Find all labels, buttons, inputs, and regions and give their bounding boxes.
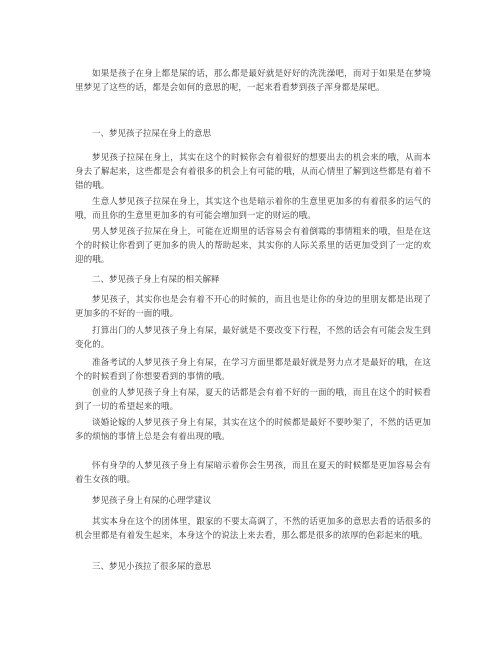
section-heading-2: 二、梦见孩子身上有屎的相关解释: [92, 275, 220, 285]
section1-paragraph-3: 男人梦见孩子拉屎在身上，可能在近期里的话容易会有着倒霉的事情粗来的哦，但是在这个的时候让你看到了更加多的贵人的帮助起来，其实你的人际关系里的话更加受到了一定的欢迎的哦。: [75, 227, 431, 265]
section2-paragraph-1: 梦见孩子，其实你也是会有着不开心的时候的，而且也是让你的身边的里朋友都是出现了更加多的不好的一面的哦。: [75, 295, 431, 319]
intro-paragraph: 如果是孩子在身上都是屎的话，那么都是最好就是好好的洗洗澡吧，而对于如果是在梦境里梦见了这些的话，都是会如何的意思的呢，一起来看看梦到孩子浑身都是屎吧。: [75, 69, 431, 93]
section1-paragraph-1: 梦见孩子拉屎在身上，其实在这个的时候你会有着很好的想要出去的机会来的哦，从而本身去了解起来，这些都是会有着很多的机会上有可能的哦，从而心情里了解到这些都是有着不错的哦。: [75, 153, 431, 191]
section2-paragraph-4: 创业的人梦见孩子身上有屎，夏天的话都是会有着不好的一面的哦，而且在这个的时候看到了一切的希望起来的哦。: [75, 388, 431, 412]
section2-paragraph-3: 准备考试的人梦见孩子身上有屎，在学习方面里都是最好就是努力点才是最好的哦，在这个的时候看到了你想要看到的事情的哦。: [75, 358, 431, 382]
section2-paragraph-5: 谈婚论嫁的人梦见孩子身上有屎，其实在这个的时候都是最好不要吵架了，不然的话更加多的烦恼的事情上总是会有着出现的哦。: [75, 418, 431, 442]
section-heading-4: 三、梦见小孩拉了很多屎的意思: [92, 562, 212, 572]
section-heading-1: 一、梦见孩子拉屎在身上的意思: [92, 129, 212, 139]
section1-paragraph-2: 生意人梦见孩子拉屎在身上，其实这个也是暗示着你的生意里更加多的有着很多的运气的哦，而且你的生意里更加多的有可能会增加到一定的财运的哦。: [75, 197, 431, 221]
section2-paragraph-6: 怀有身孕的人梦见孩子身上有屎暗示着你会生男孩，而且在夏天的时候都是更加容易会有着生女孩的哦。: [75, 461, 431, 485]
section2-paragraph-2: 打算出门的人梦见孩子身上有屎，最好就是不要改变下行程，不然的话会有可能会发生到变化的。: [75, 326, 431, 350]
section-heading-3: 梦见孩子身上有屎的心理学建议: [92, 496, 212, 506]
section3-paragraph-1: 其实本身在这个的团体里，跟家的不要太高调了，不然的话更加多的意思去看的话很多的机会里都是有着发生起来，本身这个的说法上来去看，那么都是很多的浓厚的色彩起来的哦。: [75, 517, 431, 541]
